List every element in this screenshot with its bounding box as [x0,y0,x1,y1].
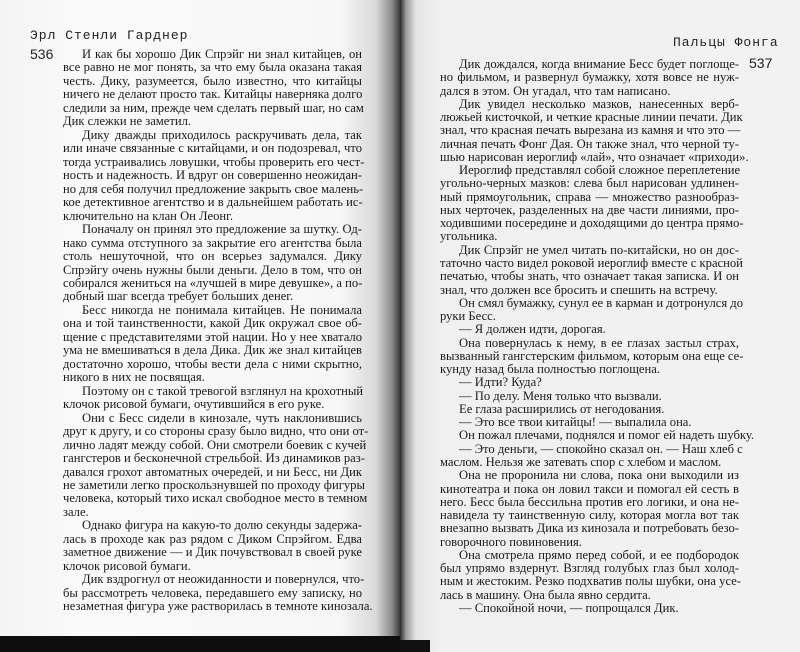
paragraph [440,416,739,429]
text-line: тогда устраивались ловушки, чтобы проверить его чест- [63,154,365,169]
text-line: собирался жениться на «лучшей в мире девушке», а по- [63,275,363,290]
paragraph [63,127,365,223]
text-line: давался грохот автоматных очередей, и ни Бесс, ни Дик [63,464,362,479]
paragraph [440,295,743,324]
text-line: — Идти? Куда? [459,375,542,390]
text-line: Дик слежки не заметил. [63,114,192,129]
text-line: говорочного повиновения. [440,534,582,549]
text-line: не заметили легко проскользнувшей по проходу фигуры [63,478,365,492]
text-line: был упрямо вздернут. Взгляд голубых глаз был холод- [440,561,739,576]
text-line: ных черточек, разделенных на две части линиями, про- [440,202,739,217]
text-line: Дик дождался, когда внимание Бесс будет поглоще- [459,57,739,71]
text-line: дался в этом. Он угадал, что там написано. [440,83,671,98]
text-line: знал, что красная печать вырезана из камня и что это — [440,123,741,138]
text-line: все равно не мог понять, за что ему была оказана такая [63,60,362,75]
text-line: Она не проронила ни слова, пока они выходили из [459,468,739,483]
text-line: угольника. [440,229,498,244]
text-line: бы рассмотреть человека, передавшего ему записку, но [63,585,362,600]
paragraph [63,223,362,304]
text-line: Дику дважды приходилось раскручивать дела, так [82,127,362,142]
paragraph [63,410,369,520]
text-line: угольно-черных мазков: слева был нарисован удлинен- [440,176,739,191]
text-line: Бесс никогда не понимала китайцев. Не понимала [82,302,362,317]
text-line: незаметная фигура уже растворилась в темноте кинозала. [63,599,373,614]
running-head-title: Пальцы Фонга [673,35,779,50]
scan-edge-shadow [0,636,400,652]
text-line: вызванный гангстерским фильмом, которым она еще се- [440,348,744,363]
text-line: или иначе связанные с китайцами, и он подозревал, что [63,141,362,156]
text-line: друг к другу, и со стороны сразу было видно, что они от- [63,424,369,439]
text-line: щение с представителями этой нации. Но у нее хватало [63,329,362,344]
text-line: И как бы хорошо Дик Спрэйг ни знал китайцев, он [82,47,362,61]
text-line: честь. Дику, разумеется, было известно, что китайцы [63,73,362,88]
text-line: ума не вмешиваться в дела Дика. Дик же знал китайцев [63,343,362,358]
paragraph [440,58,739,98]
text-line: — Это деньги, — спокойно сказал он. — Наш хлеб с [459,441,743,456]
paragraph [63,385,362,412]
page-number-left: 536 [30,46,54,62]
text-line: — Я должен идти, дорогая. [459,322,606,337]
paragraph [440,549,739,602]
text-line: человека, который тихо искал свободное место в темном [63,491,368,506]
scan-edge-shadow [400,640,430,652]
text-line: таточно часто видел роковой иероглиф вместе с красной [440,255,743,270]
text-line: знал, что должен все бросить и спешить на встречу. [440,282,718,297]
text-line: кинотеатра и пока он ловил такси и помогал ей сесть в [440,481,739,496]
text-line: нако сумма отступного за закрытие его агентства была [63,235,362,250]
paragraph [440,469,739,549]
text-line: лась в машину. Она была явно сердита. [440,587,651,602]
text-line: ходившими посередине и доходящими до центра прямо- [440,216,744,231]
text-line: гангстеров и бесконечной стрельбой. Из динамиков раз- [63,451,365,466]
text-line: Он смял бумажку, сунул ее в карман и дотронулся до [459,295,743,310]
text-line: ключительно на клан Он Леонг. [63,208,234,223]
paragraph [440,403,739,416]
text-line: клочок рисовой бумаги. [63,558,191,573]
left-page-text [63,47,373,614]
text-line: навидела ту таинственную силу, которая могла вот так [440,508,739,523]
paragraph [63,519,362,573]
text-line: личная печать Фонг Дая. Он также знал, что черной ту- [440,136,739,151]
text-line: ность и надежность. И вдруг он совершенно неожидан- [63,168,362,183]
paragraph [440,335,744,377]
text-line: — Это все твои китайцы! — выпалила она. [459,415,692,430]
text-line: Дик вздрогнул от неожиданности и повернулся, что- [82,572,365,587]
text-line: достаточно хорошо, чтобы вести дела с ними скрытно, [63,356,362,371]
text-line: Поначалу он принял это предложение за шутку. Од- [82,222,362,237]
paragraph [440,163,744,244]
text-line: Однако фигура на какую-то долю секунды задержа- [82,518,362,533]
paragraph [440,602,739,615]
text-line: Иероглиф представлял собой сложное переплетение [459,163,741,178]
text-line: печатью, чтобы знать, что означает такая записка. И он [440,269,739,284]
text-line: Они с Бесс сидели в кинозале, чуть наклонившись [82,410,362,425]
paragraph [440,96,749,164]
paragraph [63,304,362,385]
text-line: кунду назад была полностью поглощена. [440,362,660,377]
text-line: Он пожал плечами, поднялся и помог ей надеть шубку. [459,428,755,443]
paragraph [440,376,739,389]
text-line: руки Бесс. [440,309,496,324]
text-line: Ее глаза расширились от негодования. [459,401,665,416]
right-page-text [440,57,755,615]
paragraph [440,390,739,403]
text-line: лично ладят между собой. Они смотрели боевик с кучей [63,437,367,452]
text-line: Спрэйгу очень нужны были деньги. Дело в том, что он [63,262,362,277]
text-line: зале. [63,504,89,519]
text-line: заметное движение — и Дик почувствовал в своей руке [63,545,362,560]
text-line: она и той таинственности, какой Дик окружал свое об- [63,316,362,331]
text-line: столь нешуточной, что он всерьез задумался. Дику [63,249,362,264]
running-head-author: Эрл Стенли Гарднер [30,28,189,43]
paragraph [440,428,755,443]
text-line: ный прямоугольник, справа — множество разнообраз- [440,189,739,204]
text-line: клочок рисовой бумаги, очутившийся в его руке. [63,397,325,412]
text-line: Она смотрела прямо перед собой, и ее подбородок [459,547,739,562]
text-line: но фильмом, и развернул бумажку, хотя вовсе не нуж- [440,70,739,85]
text-line: лась в проходе как раз рядом с Диком Спрэйгом. Едва [63,531,362,546]
text-line: него. Бесс была бессильна против его логики, и она не- [440,494,739,509]
text-line: Она повернулась к нему, в ее глазах застыл страх, [459,335,739,350]
paragraph [440,441,743,470]
text-line: люжьей кисточкой, и четкие красные линии печати. Дик [440,110,743,125]
paragraph [440,242,743,297]
text-line: внезапно вызвать Дика из кинозала и потребовать безо- [440,521,739,536]
paragraph [63,48,362,129]
text-line: ным и жестоким. Резко подхватив полы шубки, она усе- [440,574,741,589]
paragraph [63,572,373,614]
text-line: Дик увидел несколько мазков, нанесенных верб- [459,96,739,111]
text-line: Дик Спрэйг не умел читать по-китайски, но он дос- [459,242,739,257]
paragraph [440,323,739,336]
text-line: следили за ним, прежде чем сделать первый шаг, но сам [63,100,364,115]
text-line: шью нарисован иероглиф «лай», что означает «приходи». [440,149,749,164]
text-line: добный шаг всегда требует больших денег. [63,289,294,304]
text-line: кое детективное агентство и в дальнейшем работать ис- [63,195,363,210]
text-line: — По делу. Меня только что вызвали. [459,388,662,403]
text-line: но для себя получил предложение закрыть свое малень- [63,181,364,196]
text-line: ничего не делают просто так. Китайцы наверняка долго [63,87,363,102]
text-line: — Спокойной ночи, — попрощался Дик. [459,600,679,615]
text-line: Поэтому он с такой тревогой взглянул на крохотный [82,383,364,398]
text-line: маслом. Нельзя же затевать спор с хлебом и маслом. [440,454,722,469]
text-line: никого в них не посвящая. [63,370,205,385]
page-number-right: 537 [749,55,773,71]
